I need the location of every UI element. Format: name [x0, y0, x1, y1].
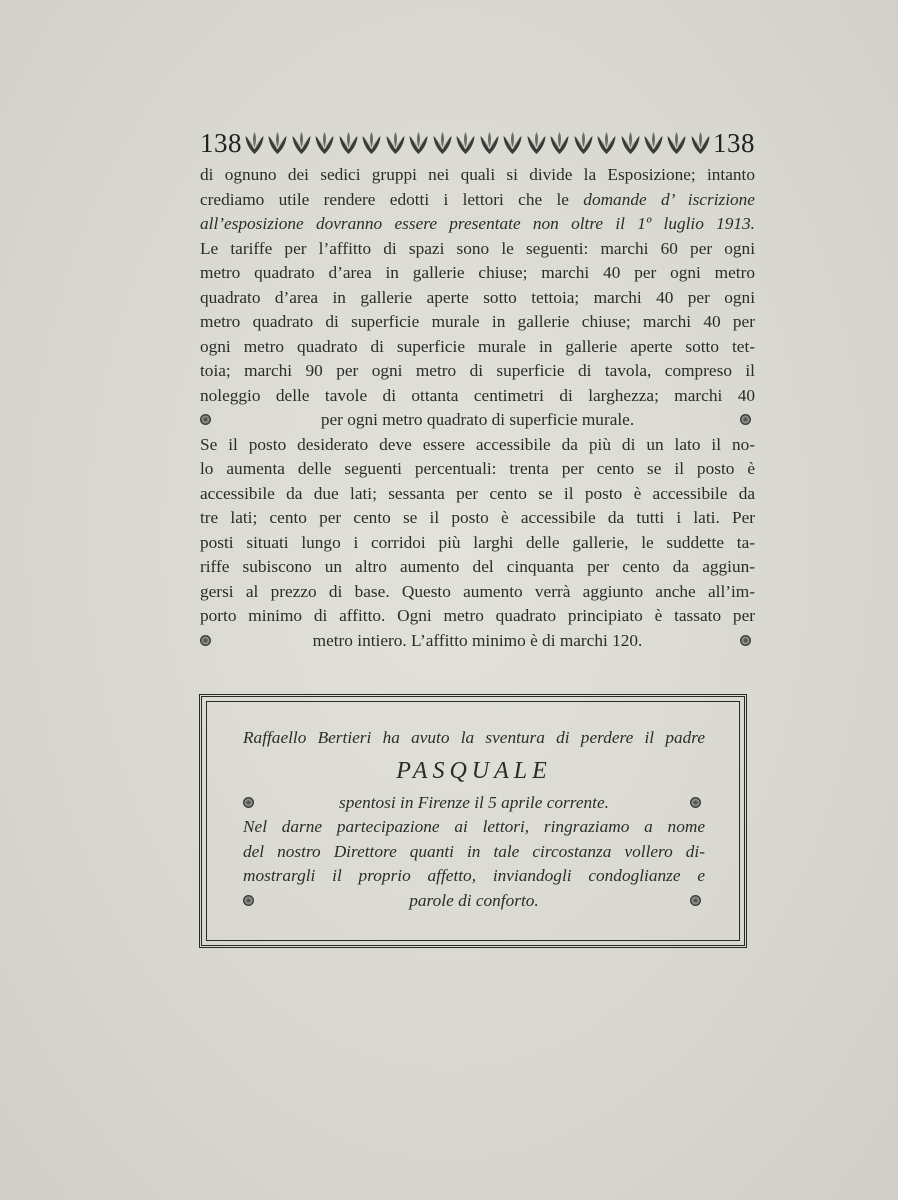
notice-line-text: spentosi in Firenze il 5 aprile corrente. — [339, 792, 609, 812]
tulip-ornament-icon — [361, 130, 382, 156]
tulip-ornament-icon — [479, 130, 500, 156]
body-line — [200, 188, 755, 213]
tulip-ornament-icon — [267, 130, 288, 156]
tulip-ornament-icon — [314, 130, 335, 156]
rosette-icon — [200, 635, 211, 646]
ornament-border — [242, 130, 713, 156]
body-line: all’esposizione dovranno essere presentate non oltre il 1º luglio 1913. — [200, 214, 755, 233]
tulip-ornament-icon — [455, 130, 476, 156]
body-line-text: crediamo utile rendere edotti i lettori che le — [200, 189, 569, 209]
tulip-ornament-icon — [385, 130, 406, 156]
rosette-icon — [200, 414, 211, 425]
tulip-ornament-icon — [408, 130, 429, 156]
rosette-icon — [690, 797, 701, 808]
body-line: tre lati; cento per cento se il posto è accessibile da tutti i lati. Per — [200, 508, 755, 527]
tulip-ornament-icon — [244, 130, 265, 156]
article-body — [200, 163, 755, 653]
body-line: Le tariffe per l’affitto di spazi sono le seguenti: marchi 60 per ogni — [200, 238, 755, 258]
body-line-text: per ogni metro quadrato di superficie murale. — [320, 410, 635, 429]
body-line: accessibile da due lati; sessanta per cento se il posto è accessibile da — [200, 483, 755, 503]
notice-name: PASQUALE — [396, 757, 552, 784]
rosette-icon — [243, 797, 254, 808]
rosette-icon — [740, 414, 751, 425]
body-line: toia; marchi 90 per ogni metro di superficie di tavola, compreso il — [200, 361, 755, 380]
tulip-ornament-icon — [643, 130, 664, 156]
tulip-ornament-icon — [502, 130, 523, 156]
notice-line-text: parole di conforto. — [409, 890, 539, 910]
body-line: di ognuno dei sedici gruppi nei quali si divide la Esposizione; intanto — [200, 165, 755, 184]
tulip-ornament-icon — [432, 130, 453, 156]
notice-line — [243, 791, 705, 816]
body-line: quadrato d’area in gallerie aperte sotto tettoia; marchi 40 per ogni — [200, 287, 755, 307]
body-line: riffe subiscono un altro aumento del cinquanta per cento da aggiun- — [200, 557, 755, 576]
body-line: noleggio delle tavole di ottanta centimetri di larghezza; marchi 40 — [200, 385, 755, 405]
notice-text — [243, 726, 705, 913]
body-line-paragraph-end — [200, 629, 755, 654]
body-line: metro quadrato d’area in gallerie chiuse; marchi 40 per ogni metro — [200, 263, 755, 282]
notice-line: del nostro Direttore quanti in tale circostanza vollero di- — [243, 841, 705, 861]
italic-text: domande d’ iscrizione — [583, 189, 755, 209]
page-number-right: 138 — [713, 127, 755, 158]
body-line-paragraph-end — [200, 408, 755, 433]
notice-line: mostrargli il proprio affetto, inviandogli condoglianze e — [243, 866, 705, 885]
tulip-ornament-icon — [666, 130, 687, 156]
tulip-ornament-icon — [690, 130, 711, 156]
body-line: Se il posto desiderato deve essere accessibile da più di un lato il no- — [200, 434, 755, 454]
page-header — [200, 126, 755, 160]
tulip-ornament-icon — [596, 130, 617, 156]
tulip-ornament-icon — [291, 130, 312, 156]
tulip-ornament-icon — [620, 130, 641, 156]
notice-line — [243, 889, 705, 914]
body-line: metro quadrato di superficie murale in gallerie chiuse; marchi 40 per — [200, 312, 755, 331]
body-line-text: metro intiero. L’affitto minimo è di marchi 120. — [312, 630, 643, 650]
tulip-ornament-icon — [573, 130, 594, 156]
body-line: posti situati lungo i corridoi più larghi delle gallerie, le suddette ta- — [200, 532, 755, 552]
tulip-ornament-icon — [338, 130, 359, 156]
rosette-icon — [243, 895, 254, 906]
rosette-icon — [740, 635, 751, 646]
body-line: porto minimo di affitto. Ogni metro quadrato principiato è tassato per — [200, 606, 755, 625]
notice-line: Raffaello Bertieri ha avuto la sventura di perdere il padre — [243, 728, 705, 747]
rosette-icon — [690, 895, 701, 906]
obituary-notice-box — [199, 694, 747, 948]
tulip-ornament-icon — [549, 130, 570, 156]
page-number-left: 138 — [200, 127, 242, 158]
tulip-ornament-icon — [526, 130, 547, 156]
notice-line: Nel darne partecipazione ai lettori, ringraziamo a nome — [243, 817, 705, 836]
body-line: ogni metro quadrato di superficie murale in gallerie aperte sotto tet- — [200, 336, 755, 356]
body-line: gersi al prezzo di base. Questo aumento verrà aggiunto anche all’im- — [200, 581, 755, 601]
body-line: lo aumenta delle seguenti percentuali: trenta per cento se il posto è — [200, 459, 755, 478]
